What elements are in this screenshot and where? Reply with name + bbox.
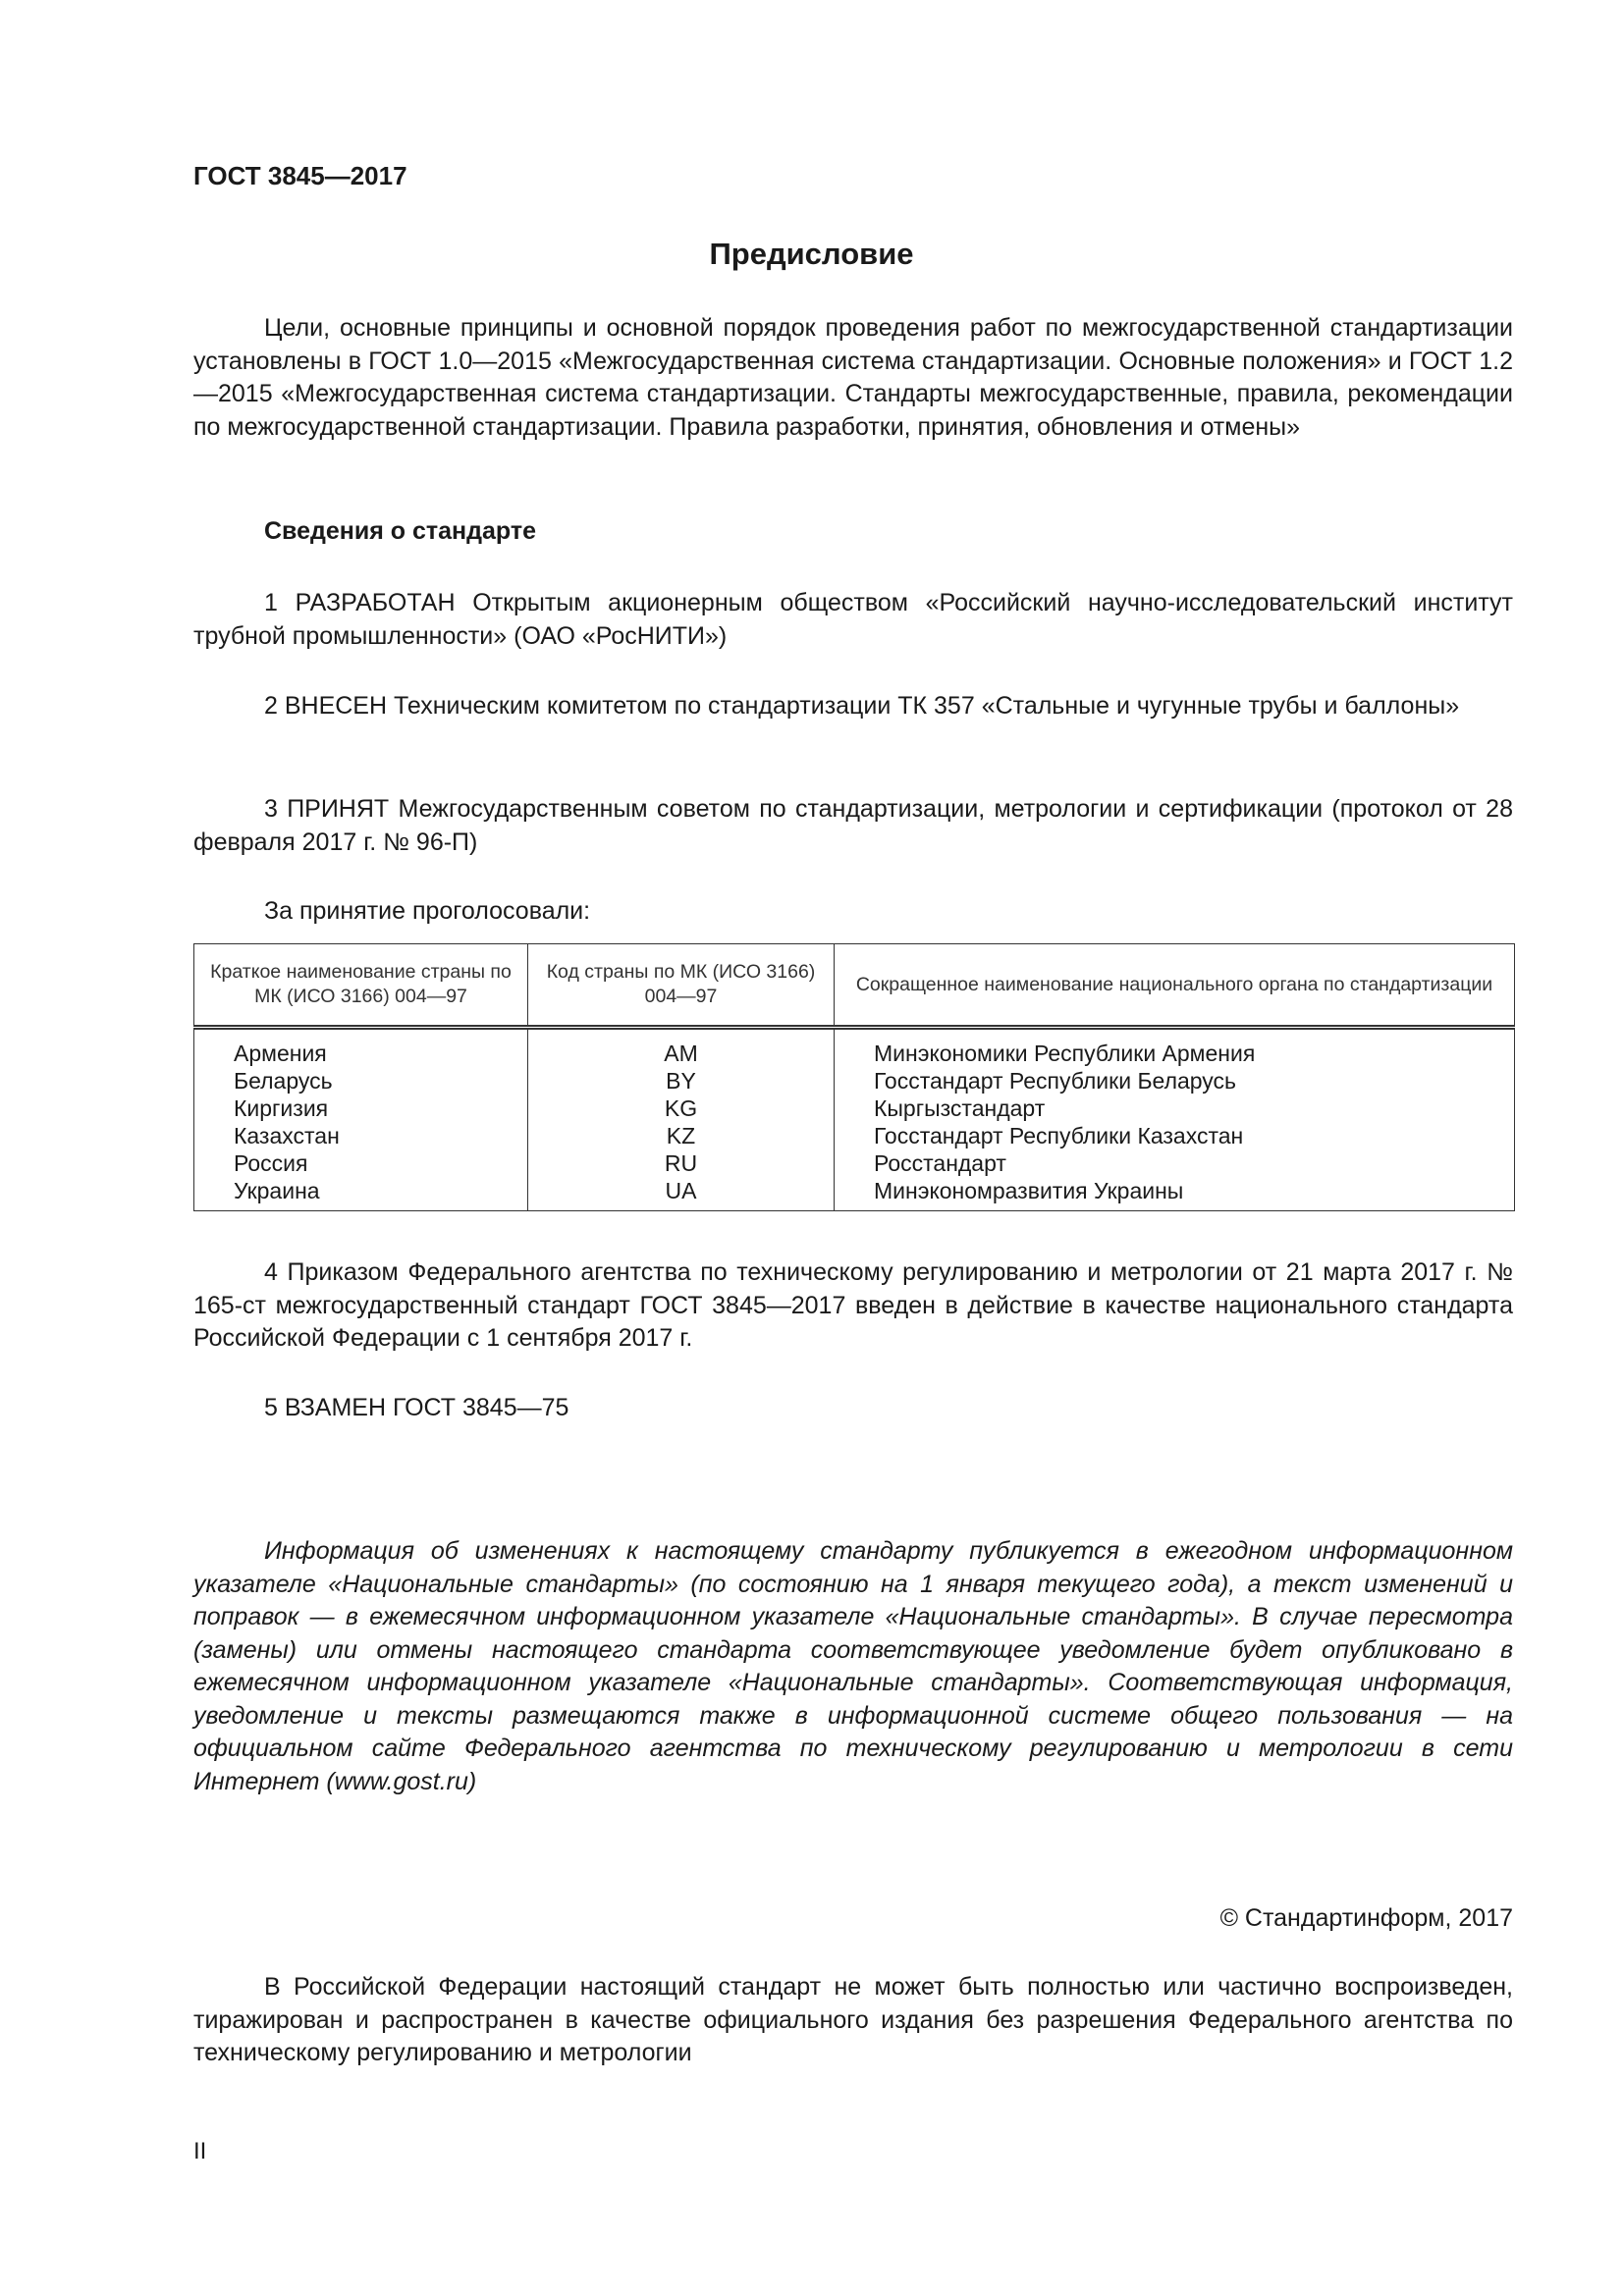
page-number: II xyxy=(193,2138,207,2164)
body-cell: Кыргызстандарт xyxy=(835,1095,1515,1122)
item-2-paragraph xyxy=(193,690,1513,723)
table-row xyxy=(194,1149,1515,1177)
item-1-paragraph xyxy=(193,587,1513,653)
item-5-text: 5 ВЗАМЕН ГОСТ 3845—75 xyxy=(264,1394,569,1421)
info-paragraph-text: Информация об изменениях к настоящему стандарту публикуется в ежегодном информационном указателе «Национальные стандарты» (по состоянию на 1 января текущего года), а текст изменений и поправок — в ежемесячном информационном указателе «Национальные стандарты». В случае пересмотра (замены) или отмены настоящего стандарта соответствующее уведомление будет опубликовано в ежемесячном информационном указателе «Национальные стандарты». Соответствующая информация, уведомление и тексты размещаются также в информационной системе общего пользования — на официальном сайте Федерального агентства по техническому регулированию и метрологии в сети Интернет (www.gost.ru) xyxy=(193,1537,1513,1795)
body-cell: Минэкономики Республики Армения xyxy=(835,1028,1515,1068)
rights-paragraph-text: В Российской Федерации настоящий стандарт не может быть полностью или частично воспроизведен, тиражирован и распространен в качестве официального издания без разрешения Федерального агентства по техническому регулированию и метрологии xyxy=(193,1973,1513,2066)
rights-paragraph xyxy=(193,1971,1513,2070)
code-cell: AM xyxy=(528,1028,835,1068)
body-cell: Росстандарт xyxy=(835,1149,1515,1177)
country-cell: Армения xyxy=(194,1028,528,1068)
item-3-paragraph xyxy=(193,793,1513,859)
code-cell: BY xyxy=(528,1067,835,1095)
table-row xyxy=(194,1177,1515,1211)
copyright-notice: © Стандартинформ, 2017 xyxy=(1219,1904,1513,1932)
intro-paragraph-text: Цели, основные принципы и основной порядок проведения работ по межгосударственной стандартизации установлены в ГОСТ 1.0—2015 «Межгосударственная система стандартизации. Основные положения» и ГОСТ 1.2—2015 «Межгосударственная система стандартизации. Стандарты межгосударственные, правила, рекомендации по межгосударственной стандартизации. Правила разработки, принятия, обновления и отмены» xyxy=(193,314,1513,441)
country-cell: Украина xyxy=(194,1177,528,1211)
column-header-country: Краткое наименование страны по МК (ИСО 3166) 004—97 xyxy=(194,944,528,1028)
item-2-text: 2 ВНЕСЕН Техническим комитетом по стандартизации ТК 357 «Стальные и чугунные трубы и баллоны» xyxy=(264,692,1460,720)
code-cell: KZ xyxy=(528,1122,835,1149)
country-cell: Беларусь xyxy=(194,1067,528,1095)
voting-countries-table xyxy=(193,943,1515,1211)
document-code-header: ГОСТ 3845—2017 xyxy=(193,161,407,190)
country-cell: Казахстан xyxy=(194,1122,528,1149)
country-cell: Россия xyxy=(194,1149,528,1177)
body-cell: Госстандарт Республики Беларусь xyxy=(835,1067,1515,1095)
code-cell: RU xyxy=(528,1149,835,1177)
info-paragraph xyxy=(193,1535,1513,1798)
vote-label: За принятие проголосовали: xyxy=(264,897,591,925)
body-cell: Минэкономразвития Украины xyxy=(835,1177,1515,1211)
code-cell: KG xyxy=(528,1095,835,1122)
table-header-row xyxy=(194,944,1515,1028)
page-title: Предисловие xyxy=(709,237,914,271)
table-row xyxy=(194,1122,1515,1149)
item-3-text: 3 ПРИНЯТ Межгосударственным советом по стандартизации, метрологии и сертификации (протокол от 28 февраля 2017 г. № 96-П) xyxy=(193,795,1513,856)
column-header-code: Код страны по МК (ИСО 3166) 004—97 xyxy=(528,944,835,1028)
item-4-paragraph xyxy=(193,1256,1513,1356)
intro-paragraph xyxy=(193,312,1513,444)
table-row xyxy=(194,1028,1515,1068)
standard-info-subheading: Сведения о стандарте xyxy=(264,517,537,545)
table-row xyxy=(194,1067,1515,1095)
table-row xyxy=(194,1095,1515,1122)
body-cell: Госстандарт Республики Казахстан xyxy=(835,1122,1515,1149)
item-1-text: 1 РАЗРАБОТАН Открытым акционерным обществом «Российский научно-исследовательский институт трубной промышленности» (ОАО «РосНИТИ») xyxy=(193,589,1513,650)
item-4-text: 4 Приказом Федерального агентства по техническому регулированию и метрологии от 21 марта 2017 г. № 165-ст межгосударственный стандарт ГОСТ 3845—2017 введен в действие в качестве национального стандарта Российской Федерации с 1 сентября 2017 г. xyxy=(193,1258,1513,1352)
code-cell: UA xyxy=(528,1177,835,1211)
country-cell: Киргизия xyxy=(194,1095,528,1122)
column-header-body: Сокращенное наименование национального органа по стандартизации xyxy=(835,944,1515,1028)
